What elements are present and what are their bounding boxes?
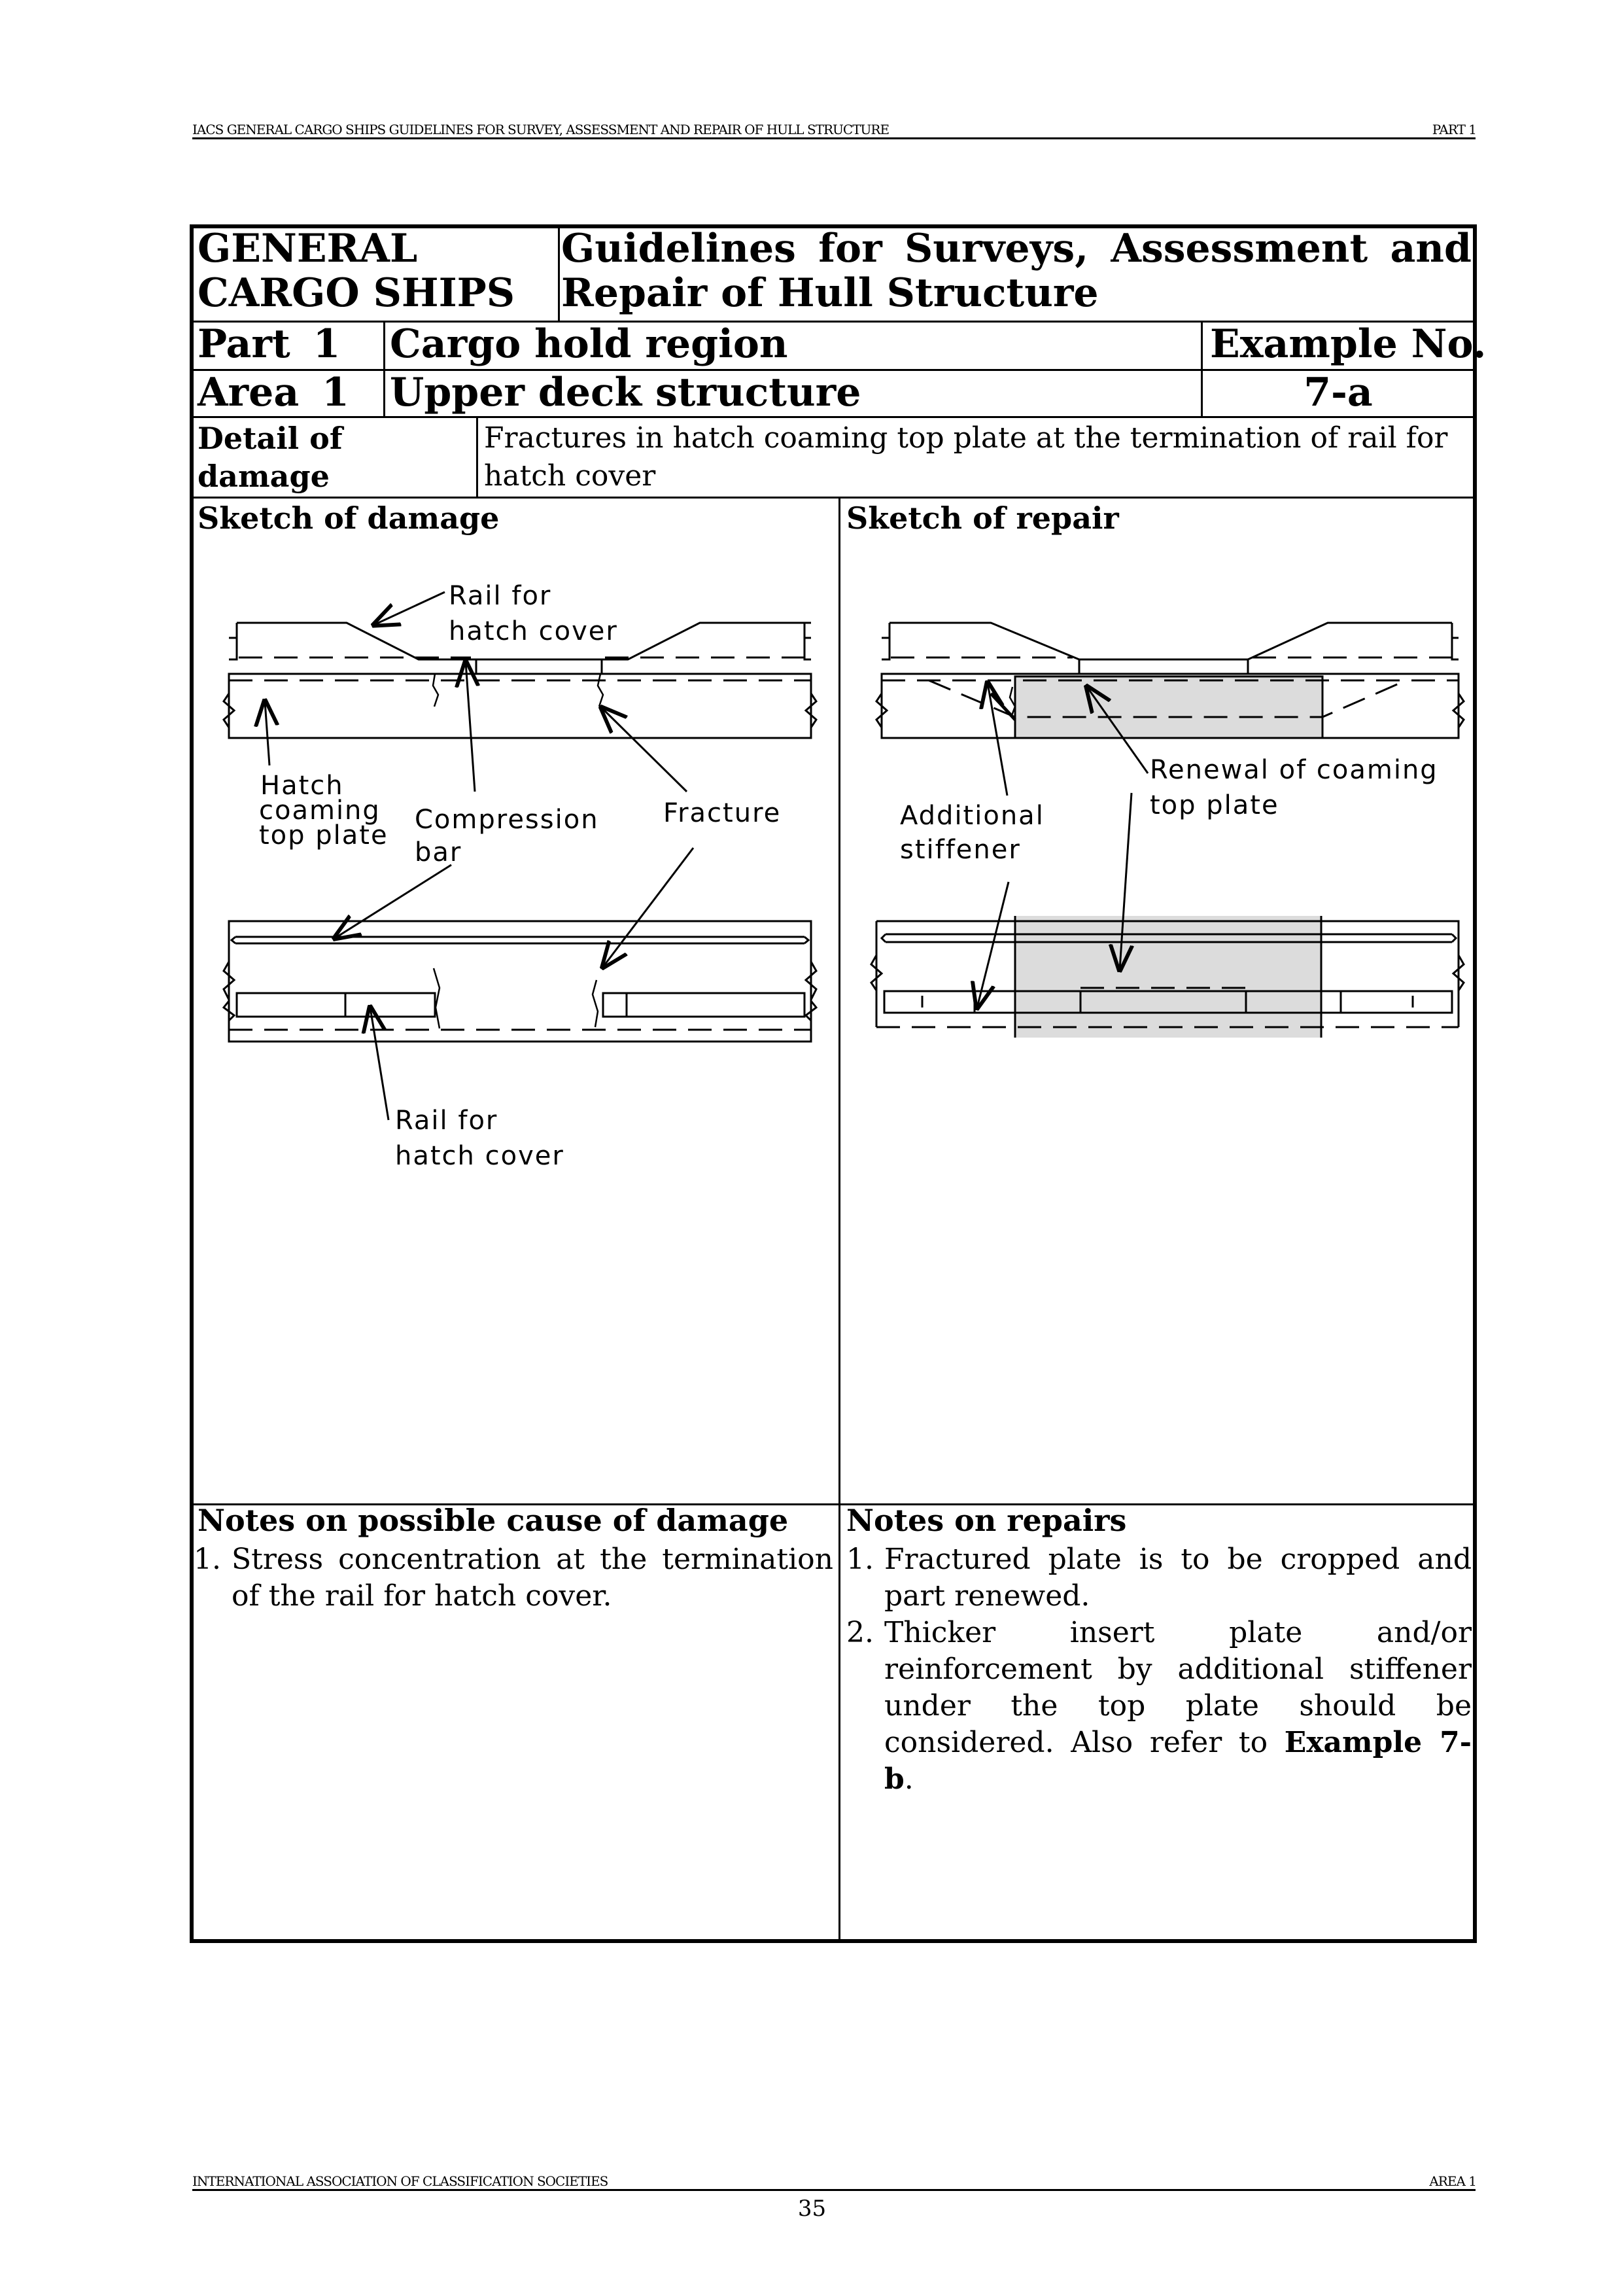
label-hatch-2: coaming [259, 796, 381, 826]
footer-organization: INTERNATIONAL ASSOCIATION OF CLASSIFICATION SOCIETIES [192, 2173, 608, 2189]
renewal-region [1015, 676, 1322, 738]
label-compression-2: bar [415, 837, 462, 867]
detail-value-line2: hatch cover [484, 459, 656, 493]
guidelines-word: for [818, 226, 882, 272]
repair-plan-drawing [871, 916, 1464, 1038]
guidelines-title-line2: Repair of Hull Structure [561, 270, 1099, 316]
label-additional-2: stiffener [900, 835, 1021, 865]
repair-note-1 [846, 1541, 1474, 1620]
repair-note-number: 1. [846, 1543, 874, 1576]
example-label: Example No. [1210, 321, 1487, 367]
label-renewal-1: Renewal of coaming [1150, 755, 1438, 785]
label-additional-1: Additional [900, 801, 1045, 831]
label-hatch-1: Hatch [260, 771, 344, 801]
cause-note-line: of the rail for hatch cover. [232, 1579, 612, 1613]
area-label: Area 1 [198, 370, 349, 415]
guidelines-word: and [1390, 226, 1472, 272]
label-rail-bottom-2: hatch cover [395, 1141, 564, 1171]
ship-type-line2: CARGO SHIPS [198, 270, 515, 316]
label-hatch-3: top plate [259, 820, 389, 850]
cause-note-line: Stress concentration at the termination [232, 1543, 833, 1576]
damage-plan-drawing [224, 921, 816, 1042]
example-number: 7-a [1304, 370, 1373, 415]
repair-note-2 [846, 1615, 1474, 1811]
label-rail-top-2: hatch cover [449, 616, 618, 646]
footer-rule [192, 2189, 1476, 2191]
sketch-of-repair-heading: Sketch of repair [846, 500, 1119, 536]
page-number: 35 [797, 2196, 827, 2222]
label-fracture: Fracture [663, 798, 782, 828]
guidelines-word: Guidelines [561, 226, 796, 272]
running-header-title: IACS GENERAL CARGO SHIPS GUIDELINES FOR SURVEY, ASSESSMENT AND REPAIR OF HULL STRUCTURE [192, 122, 890, 137]
part-value: Cargo hold region [390, 321, 788, 367]
label-compression-1: Compression [415, 805, 599, 835]
repair-note-line-end: b. [884, 1762, 914, 1796]
cause-note-1 [194, 1541, 835, 1620]
guidelines-word: Surveys, [904, 226, 1089, 272]
cause-note-number: 1. [194, 1543, 221, 1576]
ship-type-line1: GENERAL [198, 226, 418, 272]
repair-note-line: reinforcement by additional stiffener [884, 1653, 1472, 1686]
label-renewal-2: top plate [1150, 790, 1279, 820]
notes-repair-heading: Notes on repairs [846, 1503, 1127, 1538]
repair-note-line: part renewed. [884, 1579, 1090, 1613]
part-label: Part 1 [198, 321, 341, 367]
detail-value-line1: Fractures in hatch coaming top plate at the termination of rail for [484, 421, 1448, 455]
repair-note-number: 2. [846, 1616, 874, 1649]
area-value: Upper deck structure [390, 370, 861, 415]
repair-note-line: Fractured plate is to be cropped and [884, 1543, 1472, 1576]
repair-note-line: under the top plate should be [884, 1689, 1472, 1723]
guidelines-word: Assessment [1111, 226, 1368, 272]
running-header-part: PART 1 [1432, 122, 1476, 137]
detail-label-line1: Detail of [198, 421, 343, 456]
sketch-of-damage-heading: Sketch of damage [198, 500, 500, 536]
repair-note-line: Thicker insert plate and/or [884, 1616, 1472, 1649]
notes-cause-heading: Notes on possible cause of damage [198, 1503, 789, 1538]
label-rail-top-1: Rail for [449, 581, 552, 611]
example-reference: Example 7- [1284, 1726, 1472, 1759]
footer-area: AREA 1 [1429, 2173, 1476, 2189]
detail-label-line2: damage [198, 459, 330, 494]
label-rail-bottom-1: Rail for [395, 1106, 498, 1136]
repair-note-line-with-reference: considered. Also refer to Example 7- [884, 1726, 1472, 1759]
repair-elevation-drawing [876, 623, 1464, 738]
